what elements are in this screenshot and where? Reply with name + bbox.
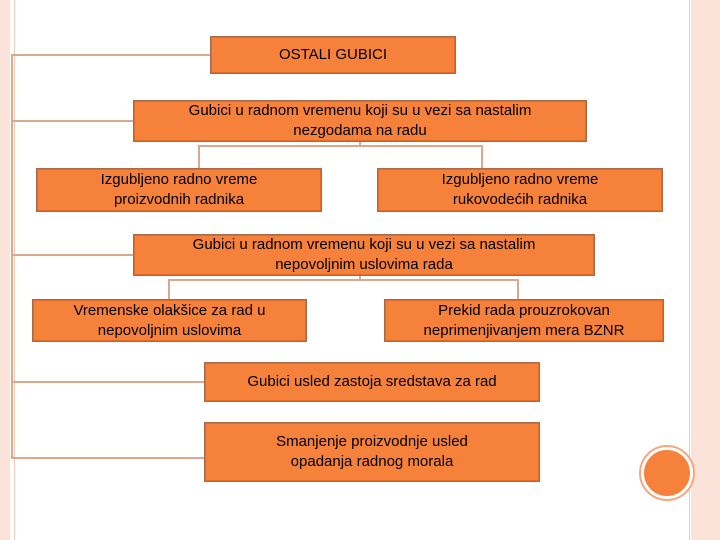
- node-lost-time-managers: Izgubljeno radno vreme rukovodećih radnika: [377, 168, 663, 212]
- node-lost-time-workers: Izgubljeno radno vreme proizvodnih radnika: [36, 168, 322, 212]
- node-time-allowances: Vremenske olakšice za rad u nepovoljnim uslovima: [32, 299, 307, 342]
- node-work-stoppage: Prekid rada prouzrokovan neprimenjivanjem mera BZNR: [384, 299, 664, 342]
- node-adverse-conditions-losses: Gubici u radnom vremenu koji su u vezi sa nastalim nepovoljnim uslovima rada: [133, 234, 595, 276]
- node-equipment-downtime: Gubici usled zastoja sredstava za rad: [204, 362, 540, 402]
- node-morale-decline: Smanjenje proizvodnje usled opadanja radnog morala: [204, 422, 540, 482]
- title-box: OSTALI GUBICI: [210, 36, 456, 74]
- n2-children: [169, 280, 518, 299]
- node-accident-losses: Gubici u radnom vremenu koji su u vezi sa nastalim nezgodama na radu: [133, 100, 587, 142]
- n1-children: [199, 146, 482, 168]
